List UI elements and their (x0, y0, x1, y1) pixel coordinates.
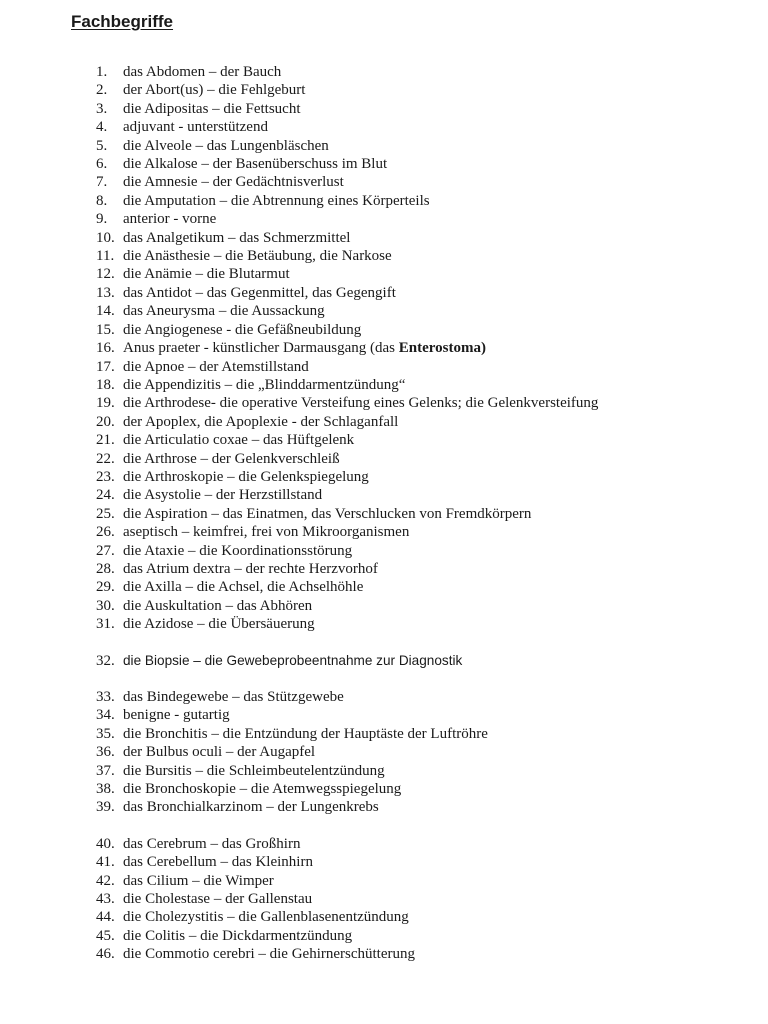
item-number: 25. (96, 505, 115, 522)
glossary-item (96, 835, 598, 853)
glossary-item (96, 321, 598, 339)
glossary-item (96, 413, 598, 431)
item-term: die Alveole – das Lungenbläschen (123, 137, 329, 154)
item-text (123, 578, 363, 596)
item-text (123, 523, 409, 541)
item-text (123, 450, 340, 468)
glossary-item (96, 247, 598, 265)
item-term: die Alkalose – der Basenüberschuss im Blut (123, 156, 388, 173)
item-text (123, 597, 312, 615)
item-number: 13. (96, 284, 115, 301)
item-number: 27. (96, 542, 115, 559)
item-text (123, 706, 230, 724)
glossary-item (96, 652, 598, 670)
item-term: die Axilla – die Achsel, die Achselhöhle (123, 579, 364, 596)
item-text (123, 560, 378, 578)
item-term: das Cilium – die Wimper (123, 872, 274, 889)
item-number: 23. (96, 468, 115, 485)
glossary-item (96, 780, 598, 798)
item-text (123, 358, 309, 376)
glossary-item (96, 155, 598, 173)
item-text (123, 229, 350, 247)
item-term: die Anästhesie – die Betäubung, die Narkose (123, 248, 392, 265)
item-text (123, 376, 405, 394)
item-term: das Analgetikum – das Schmerzmittel (123, 229, 351, 246)
item-term: die Commotio cerebri – die Gehirnerschütterung (123, 946, 415, 963)
item-term: die Bronchitis – die Entzündung der Hauptäste der Luftröhre (123, 725, 488, 742)
item-number: 35. (96, 725, 115, 742)
glossary-item (96, 743, 598, 761)
item-number: 40. (96, 835, 115, 852)
item-number: 8. (96, 192, 108, 209)
item-text (123, 615, 315, 633)
item-term: die Ataxie – die Koordinationsstörung (123, 542, 353, 559)
item-number: 34. (96, 707, 115, 724)
glossary-item (96, 450, 598, 468)
item-term: die Auskultation – das Abhören (123, 597, 313, 614)
item-text (123, 302, 325, 320)
item-number: 39. (96, 799, 115, 816)
item-text (123, 210, 216, 228)
glossary-item (96, 505, 598, 523)
item-term: benigne - gutartig (123, 707, 230, 724)
item-number: 46. (96, 946, 115, 963)
glossary-item (96, 597, 598, 615)
item-term: die Azidose – die Übersäuerung (123, 616, 315, 633)
item-number: 42. (96, 872, 115, 889)
item-term: die Aspiration – das Einatmen, das Verschlucken von Fremdkörpern (123, 505, 532, 522)
item-text (123, 100, 301, 118)
glossary-item (96, 376, 598, 394)
glossary-item (96, 798, 598, 816)
glossary-item (96, 706, 598, 724)
item-number: 20. (96, 413, 115, 430)
item-text (123, 762, 385, 780)
item-number: 30. (96, 597, 115, 614)
item-number: 6. (96, 156, 108, 173)
item-text (123, 173, 344, 191)
glossary-item (96, 908, 598, 926)
item-term: aseptisch – keimfrei, frei von Mikroorganismen (123, 524, 410, 541)
item-number: 45. (96, 927, 115, 944)
item-term: das Aneurysma – die Aussackung (123, 303, 325, 320)
item-term: die Cholezystitis – die Gallenblasenentzündung (123, 909, 409, 926)
item-number: 5. (96, 137, 108, 154)
item-number: 10. (96, 229, 115, 246)
item-text (123, 688, 344, 706)
item-text (123, 321, 361, 339)
item-text (123, 542, 352, 560)
item-term: der Apoplex, die Apoplexie - der Schlaganfall (123, 413, 399, 430)
glossary-item (96, 560, 598, 578)
item-term: die Biopsie – die Gewebeprobeentnahme zur Diagnostik (123, 652, 463, 668)
item-text (123, 872, 274, 890)
item-number: 31. (96, 616, 115, 633)
item-number: 22. (96, 450, 115, 467)
item-text (123, 155, 387, 173)
item-text (123, 468, 369, 486)
item-term: die Anämie – die Blutarmut (123, 266, 290, 283)
item-term: das Cerebellum – das Kleinhirn (123, 854, 313, 871)
item-number: 2. (96, 82, 108, 99)
item-number: 32. (96, 652, 115, 669)
item-number: 19. (96, 395, 115, 412)
item-term: adjuvant - unterstützend (123, 119, 268, 136)
item-number: 43. (96, 891, 115, 908)
glossary-item (96, 468, 598, 486)
item-text (123, 413, 398, 431)
item-text (123, 652, 462, 670)
item-text (123, 725, 488, 743)
glossary-item (96, 927, 598, 945)
glossary-item (96, 358, 598, 376)
item-term: der Abort(us) – die Fehlgeburt (123, 82, 306, 99)
item-term: die Articulatio coxae – das Hüftgelenk (123, 432, 355, 449)
item-number: 16. (96, 340, 115, 357)
item-text (123, 339, 486, 357)
item-term: die Arthrose – der Gelenkverschleiß (123, 450, 340, 467)
glossary-item (96, 853, 598, 871)
item-term: die Bursitis – die Schleimbeutelentzündung (123, 762, 385, 779)
item-number: 12. (96, 266, 115, 283)
item-number: 26. (96, 524, 115, 541)
item-number: 37. (96, 762, 115, 779)
glossary-item (96, 523, 598, 541)
item-text (123, 63, 281, 81)
glossary-item (96, 265, 598, 283)
item-term: die Asystolie – der Herzstillstand (123, 487, 323, 504)
glossary-item (96, 431, 598, 449)
item-text (123, 247, 392, 265)
item-text (123, 945, 415, 963)
item-number: 1. (96, 64, 108, 80)
glossary-item (96, 578, 598, 596)
item-text (123, 890, 312, 908)
page-title: Fachbegriffe (71, 12, 174, 31)
item-text (123, 265, 290, 283)
item-term: das Antidot – das Gegenmittel, das Gegengift (123, 284, 396, 301)
item-term: das Cerebrum – das Großhirn (123, 835, 301, 852)
item-term: anterior - vorne (123, 211, 217, 228)
glossary-item (96, 173, 598, 191)
glossary-item (96, 872, 598, 890)
item-term: die Amnesie – der Gedächtnisverlust (123, 174, 344, 191)
item-text (123, 118, 268, 136)
item-text (123, 835, 300, 853)
item-number: 44. (96, 909, 115, 926)
item-text (123, 284, 396, 302)
item-number: 38. (96, 781, 115, 798)
item-text (123, 192, 430, 210)
item-term: die Amputation – die Abtrennung eines Körperteils (123, 192, 430, 209)
item-number: 33. (96, 689, 115, 705)
glossary-item (96, 63, 598, 81)
item-term: die Arthroskopie – die Gelenkspiegelung (123, 468, 369, 485)
glossary-item (96, 137, 598, 155)
item-number: 4. (96, 119, 108, 136)
item-number: 11. (96, 248, 115, 265)
glossary-item (96, 762, 598, 780)
glossary-item (96, 284, 598, 302)
item-term: die Arthrodese- die operative Versteifung eines Gelenks; die Gelenkversteifung (123, 395, 599, 412)
item-term: die Angiogenese - die Gefäßneubildung (123, 321, 362, 338)
item-term: die Appendizitis – die „Blinddarmentzündung“ (123, 376, 406, 393)
glossary-item (96, 688, 598, 706)
item-text (123, 81, 305, 99)
glossary-item (96, 542, 598, 560)
item-number: 14. (96, 303, 115, 320)
glossary-item (96, 486, 598, 504)
glossary-item (96, 81, 598, 99)
item-number: 18. (96, 376, 115, 393)
item-term: das Bronchialkarzinom – der Lungenkrebs (123, 799, 379, 816)
glossary-item (96, 118, 598, 136)
glossary-item (96, 394, 598, 412)
item-text (123, 394, 598, 412)
glossary-item (96, 339, 598, 357)
item-number: 21. (96, 432, 115, 449)
item-term: der Bulbus oculi – der Augapfel (123, 744, 316, 761)
item-term-bold: Enterostoma) (398, 340, 486, 357)
item-term: die Bronchoskopie – die Atemwegsspiegelung (123, 781, 402, 798)
item-text (123, 908, 409, 926)
item-term: das Atrium dextra – der rechte Herzvorhof (123, 560, 378, 577)
item-term: die Adipositas – die Fettsucht (123, 100, 301, 117)
item-text (123, 743, 315, 761)
item-number: 17. (96, 358, 115, 375)
item-number: 36. (96, 744, 115, 761)
glossary-item (96, 725, 598, 743)
item-term: das Bindegewebe – das Stützgewebe (123, 689, 344, 705)
glossary-item (96, 229, 598, 247)
item-number: 3. (96, 100, 108, 117)
item-term: die Apnoe – der Atemstillstand (123, 358, 309, 375)
glossary-item (96, 100, 598, 118)
glossary-item (96, 890, 598, 908)
item-text (123, 927, 352, 945)
item-text (123, 798, 379, 816)
item-number: 28. (96, 560, 115, 577)
item-number: 9. (96, 211, 108, 228)
item-text (123, 431, 354, 449)
glossary-list (96, 63, 598, 964)
glossary-item (96, 615, 598, 633)
item-term: die Colitis – die Dickdarmentzündung (123, 927, 353, 944)
item-number: 41. (96, 854, 115, 871)
glossary-item (96, 210, 598, 228)
item-text (123, 780, 401, 798)
item-number: 7. (96, 174, 108, 191)
item-number: 15. (96, 321, 115, 338)
item-term: Anus praeter - künstlicher Darmausgang (das (123, 340, 399, 357)
item-text (123, 853, 313, 871)
item-term: das Abdomen – der Bauch (123, 64, 282, 80)
item-number: 24. (96, 487, 115, 504)
glossary-item (96, 302, 598, 320)
item-term: die Cholestase – der Gallenstau (123, 891, 313, 908)
item-number: 29. (96, 579, 115, 596)
item-text (123, 486, 322, 504)
glossary-item (96, 945, 598, 963)
item-text (123, 505, 531, 523)
item-text (123, 137, 329, 155)
glossary-item (96, 192, 598, 210)
